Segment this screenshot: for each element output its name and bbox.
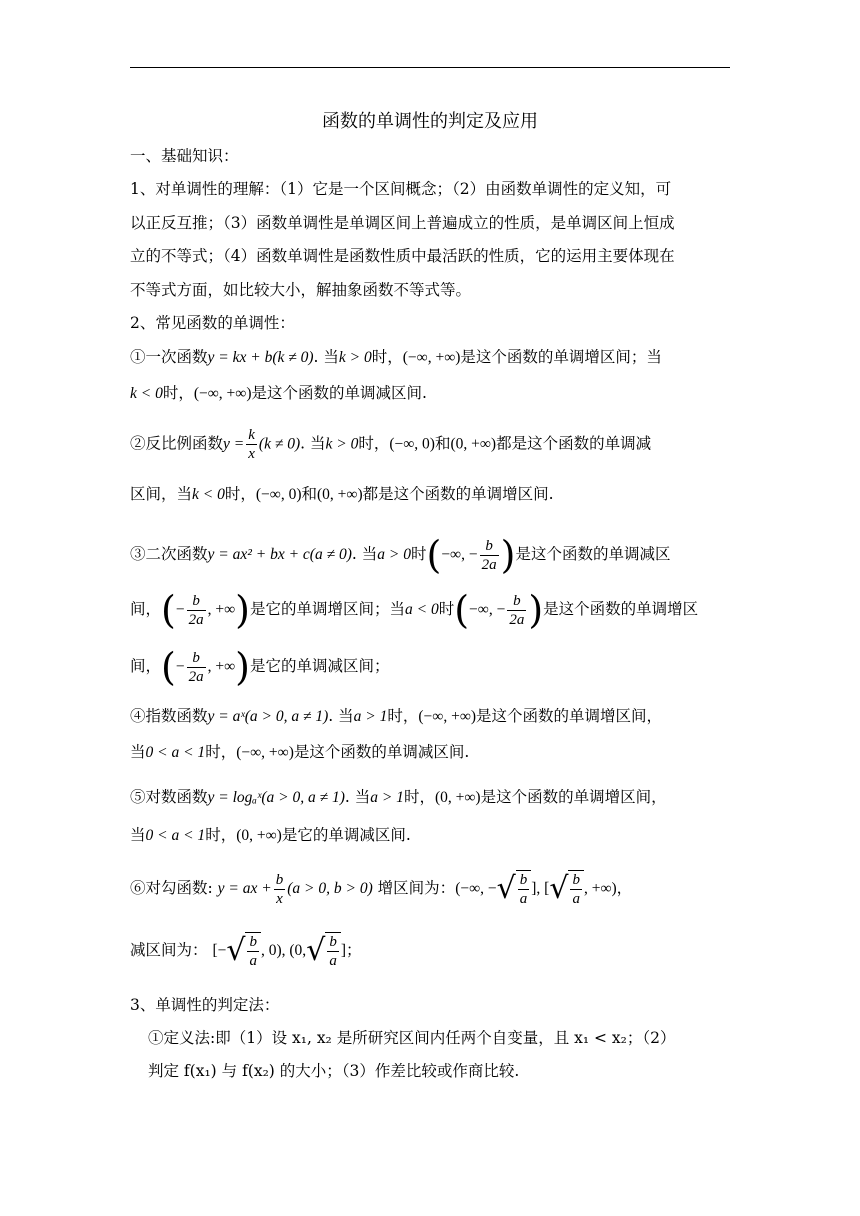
page-title: 函数的单调性的判定及应用 xyxy=(322,111,538,132)
sqrt: √ $\frac{b}{a}$ xyxy=(226,932,261,970)
log-line-1: ⑤对数函数y = logₐˣ(a > 0, a ≠ 1). 当a > 1时，(0, +∞)是这个函数的单调增区间， xyxy=(130,788,667,806)
fraction: $\frac{b}{2a}$ xyxy=(481,537,497,573)
paragraph-line: 不等式方面，如比较大小，解抽象函数不等式等。 xyxy=(130,281,472,299)
log-line-2: 当0 < a < 1时，(0, +∞)是它的单调减区间. xyxy=(130,826,411,844)
sqrt: √ $\frac{b}{a}$ xyxy=(549,870,584,908)
quadratic-line-3: 间，(− $\frac{b}{2a}$ , +∞)是它的单调减区间； xyxy=(130,645,390,689)
fraction: $\frac{b}{x}$ xyxy=(275,871,284,907)
paragraph-line: 以正反互推；（3）函数单调性是单调区间上普遍成立的性质，是单调区间上恒成 xyxy=(130,214,675,232)
subsection-heading: 2、常见函数的单调性： xyxy=(130,314,295,332)
subsection-heading: 3、单调性的判定法： xyxy=(130,996,280,1014)
fraction: $\frac{b}{2a}$ xyxy=(188,649,204,685)
sqrt: √ $\frac{b}{a}$ xyxy=(497,870,532,908)
fraction: $\frac{b}{2a}$ xyxy=(188,592,204,628)
header-rule xyxy=(130,67,730,68)
paragraph-line: 判定 f(x₁) 与 f(x₂) 的大小；（3）作差比较或作商比较. xyxy=(148,1062,520,1080)
paragraph-line: 立的不等式；（4）函数单调性是函数性质中最活跃的性质，它的运用主要体现在 xyxy=(130,247,675,265)
section-heading: 一、基础知识： xyxy=(130,147,239,165)
exponential-line-2: 当0 < a < 1时，(−∞, +∞)是这个函数的单调减区间. xyxy=(130,743,470,761)
inverse-line-1: ②反比例函数y = $\frac{k}{x}$ (k ≠ 0). 当k > 0时，(−∞, 0)和(0, +∞)都是这个函数的单调减 xyxy=(130,427,652,462)
quadratic-line-1: ③二次函数y = ax² + bx + c(a ≠ 0). 当a > 0时(−∞, − $\frac{b}{2a}$ )是这个函数的单调减区 xyxy=(130,533,671,577)
tick-line-2: 减区间为： [−√ $\frac{b}{a}$ , 0), (0,√ $\frac{b}{a}$ ]； xyxy=(130,933,362,969)
linear-line-2: k < 0时，(−∞, +∞)是这个函数的单调减区间. xyxy=(130,384,427,402)
quadratic-line-2: 间，(− $\frac{b}{2a}$ , +∞)是它的单调增区间；当a < 0时(−∞, − $\frac{b}{2a}$ )是这个函数的单调增区 xyxy=(130,588,699,632)
sqrt: √ $\frac{b}{a}$ xyxy=(306,932,341,970)
linear-line-1: ①一次函数y = kx + b(k ≠ 0). 当k > 0时，(−∞, +∞)是这个函数的单调增区间；当 xyxy=(130,348,662,366)
fraction: $\frac{b}{2a}$ xyxy=(509,592,525,628)
paragraph-line: 1、对单调性的理解：（1）它是一个区间概念；（2）由函数单调性的定义知，可 xyxy=(130,180,672,198)
tick-line-1: ⑥对勾函数: y = ax + $\frac{b}{x}$ (a > 0, b > 0) 增区间为：(−∞, −√ $\frac{b}{a}$ ], [√ $\frac{b}{a}$ , +∞)， xyxy=(130,871,633,907)
paragraph-line: ①定义法:即（1）设 x₁, x₂ 是所研究区间内任两个自变量，且 x₁ < x₂；（2） xyxy=(148,1029,676,1047)
fraction: $\frac{k}{x}$ xyxy=(248,427,255,462)
inverse-line-2: 区间，当k < 0时，(−∞, 0)和(0, +∞)都是这个函数的单调增区间. xyxy=(130,485,554,503)
exponential-line-1: ④指数函数y = aˣ(a > 0, a ≠ 1). 当a > 1时，(−∞, +∞)是这个函数的单调增区间， xyxy=(130,707,663,725)
